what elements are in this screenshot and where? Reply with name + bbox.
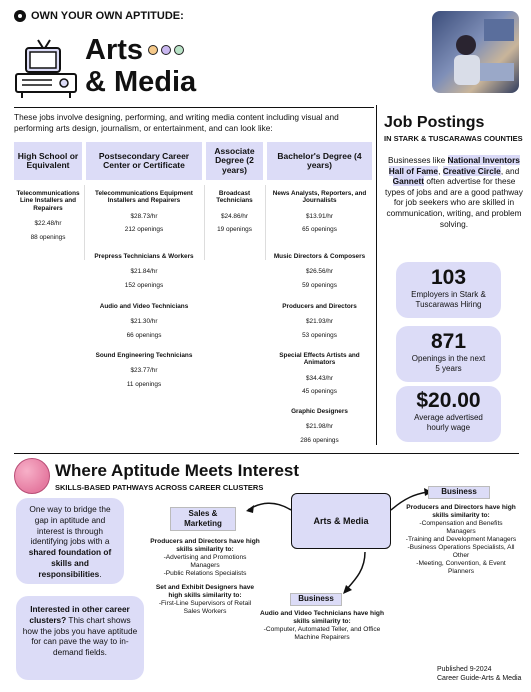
job-card — [86, 190, 202, 234]
stat-label: Openings in the next 5 years — [411, 354, 486, 373]
text-fragment: Businesses like — [388, 155, 448, 165]
text-emphasis: shared foundation of skills and responsibilities — [28, 547, 112, 579]
postings-title: Job Postings — [384, 114, 485, 131]
text-fragment: This chart shows how the jobs you have aptitude for can pave the way to in-demand fields. — [22, 614, 138, 658]
column-heading-high-school: High School or Equivalent — [14, 142, 82, 180]
circle-icon — [148, 45, 158, 55]
postings-text — [384, 155, 524, 229]
cluster-tag-business-2: Business — [290, 593, 342, 606]
job-title: Graphic Designers — [291, 408, 348, 415]
company-highlight: National Inventors Hall of Fame — [388, 155, 520, 176]
cluster-items: -Advertising and Promotions Managers -Public Relations Specialists — [163, 554, 247, 577]
job-openings: 152 openings — [124, 281, 164, 289]
hero-photo — [432, 11, 519, 93]
title-line-2: & Media — [85, 66, 197, 98]
job-card — [86, 352, 202, 388]
job-card — [267, 190, 372, 234]
job-openings: 212 openings — [124, 226, 164, 234]
section-subtitle: SKILLS-BASED PATHWAYS ACROSS CAREER CLUSTERS — [55, 483, 264, 492]
text-fragment: . — [99, 568, 102, 579]
job-wage: $22.48/hr — [34, 220, 62, 228]
stat-value: 103 — [430, 266, 467, 289]
column-heading-associate: Associate Degree (2 years) — [206, 142, 263, 180]
title-line-1: Arts — [85, 34, 144, 66]
text-fragment: , and — [500, 165, 520, 176]
job-card — [267, 303, 372, 339]
job-wage: $21.98/hr — [305, 423, 333, 431]
job-wage: $34.43/hr — [305, 374, 333, 382]
column-heading-bachelor: Bachelor's Degree (4 years) — [267, 142, 372, 180]
job-openings: 45 openings — [302, 388, 337, 396]
postings-subtitle: IN STARK & TUSCARAWAS COUNTIES — [384, 134, 523, 143]
job-title: Telecommunications Equipment Installers and Repairers — [95, 190, 193, 205]
cluster-detail-business-2 — [256, 610, 388, 642]
footer-published: Published 9-2024 — [437, 666, 492, 673]
job-wage: $13.91/hr — [305, 212, 333, 220]
job-card — [14, 190, 82, 241]
stat-card-employers — [396, 262, 501, 318]
job-title: Telecommunications Line Installers and Repairers — [16, 190, 80, 212]
text-fragment: One way to bridge the gap in aptitude and interest is through identifying jobs with a — [29, 504, 111, 547]
column-divider — [265, 185, 266, 260]
stat-label: Average advertised hourly wage — [414, 413, 483, 432]
cluster-lead: Producers and Directors have high skills similarity to: — [150, 538, 260, 553]
job-card — [86, 303, 202, 339]
job-openings: 11 openings — [126, 380, 162, 388]
stat-label: Employers in Stark & Tuscarawas Hiring — [411, 290, 486, 309]
company-highlight: Creative Circle — [442, 165, 501, 176]
kicker-text: OWN YOUR OWN APTITUDE: — [31, 10, 184, 22]
stat-card-openings — [396, 326, 501, 382]
decorative-circles — [148, 45, 184, 55]
job-title: Music Directors & Composers — [273, 253, 366, 260]
job-openings: 65 openings — [302, 226, 337, 234]
job-card — [267, 253, 372, 289]
job-title: Producers and Directors — [282, 303, 357, 310]
vertical-divider — [376, 105, 377, 445]
company-highlight: Gannett — [392, 176, 425, 187]
job-title: Sound Engineering Technicians — [95, 352, 193, 359]
job-card — [267, 352, 372, 396]
job-wage: $21.84/hr — [130, 268, 158, 276]
section-divider — [14, 453, 519, 454]
cluster-lead: Set and Exhibit Designers have high skills similarity to: — [155, 584, 255, 599]
job-card — [267, 408, 372, 444]
job-title: Audio and Video Technicians — [99, 303, 189, 310]
job-card — [86, 253, 202, 289]
section-title: Where Aptitude Meets Interest — [55, 461, 300, 480]
text-fragment: , — [438, 165, 443, 176]
divider — [14, 107, 374, 108]
cluster-tag-business: Business — [428, 486, 490, 499]
cluster-tag-sales: Sales & Marketing — [170, 507, 236, 531]
column-heading-postsecondary: Postsecondary Career Center or Certificate — [86, 142, 202, 180]
job-openings: 59 openings — [302, 281, 337, 289]
cluster-lead: Audio and Video Technicians have high skills similarity to: — [260, 610, 384, 625]
job-wage: $21.30/hr — [130, 318, 158, 326]
job-openings: 88 openings — [30, 233, 66, 241]
job-wage: $28.73/hr — [130, 212, 158, 220]
text-emphasis: Interested in other career clusters? — [29, 604, 130, 625]
brain-icon — [14, 458, 50, 494]
circle-icon — [174, 45, 184, 55]
stat-card-wage — [396, 386, 501, 442]
job-title: Prepress Technicians & Workers — [94, 253, 194, 260]
job-title: Special Effects Artists and Animators — [279, 352, 360, 367]
intro-text: These jobs involve designing, performing, and writing media content including visual and performing arts design, journalism, or entertainment, and can look like: — [14, 112, 339, 133]
job-openings: 286 openings — [300, 436, 339, 444]
cluster-items: -Compensation and Benefits Managers -Training and Development Managers -Business Operations Specialists, All Other -Meeting, Convention, & Event Planners — [405, 520, 517, 575]
cluster-items: -First-Line Supervisors of Retail Sales Workers — [158, 600, 252, 615]
job-title: Broadcast Technicians — [216, 190, 253, 205]
cluster-detail-business — [404, 504, 518, 576]
job-wage: $23.77/hr — [130, 367, 158, 375]
cluster-lead: Producers and Directors have high skills similarity to: — [406, 504, 516, 519]
job-openings: 19 openings — [217, 226, 252, 234]
job-card — [206, 190, 263, 234]
cluster-detail-sales — [150, 538, 260, 616]
footer-guide: Career Guide-Arts & Media — [437, 675, 522, 682]
circle-icon — [161, 45, 171, 55]
job-title: News Analysts, Reporters, and Journalists — [272, 190, 367, 205]
job-wage: $21.93/hr — [305, 318, 333, 326]
stat-value: $20.00 — [416, 389, 481, 412]
job-openings: 53 openings — [302, 331, 337, 339]
kicker — [14, 10, 184, 22]
info-bubble-clusters — [16, 596, 144, 680]
center-node: Arts & Media — [291, 493, 391, 549]
cluster-items: -Computer, Automated Teller, and Office Machine Repairers — [263, 626, 381, 641]
job-wage: $24.86/hr — [220, 212, 248, 220]
tv-computer-icon — [14, 38, 78, 100]
page-title — [85, 34, 196, 98]
bullet-icon — [14, 10, 26, 22]
footer — [437, 665, 521, 683]
job-openings: 66 openings — [126, 331, 162, 339]
text-fragment: often advertise for these types of jobs and are a good pathway for job seekers who are skilled in communication, writing, and problem solving. — [385, 176, 523, 229]
column-divider — [204, 185, 205, 260]
job-wage: $26.56/hr — [305, 268, 333, 276]
info-bubble-bridge — [16, 498, 124, 584]
column-divider — [84, 185, 85, 260]
stat-value: 871 — [430, 330, 467, 353]
